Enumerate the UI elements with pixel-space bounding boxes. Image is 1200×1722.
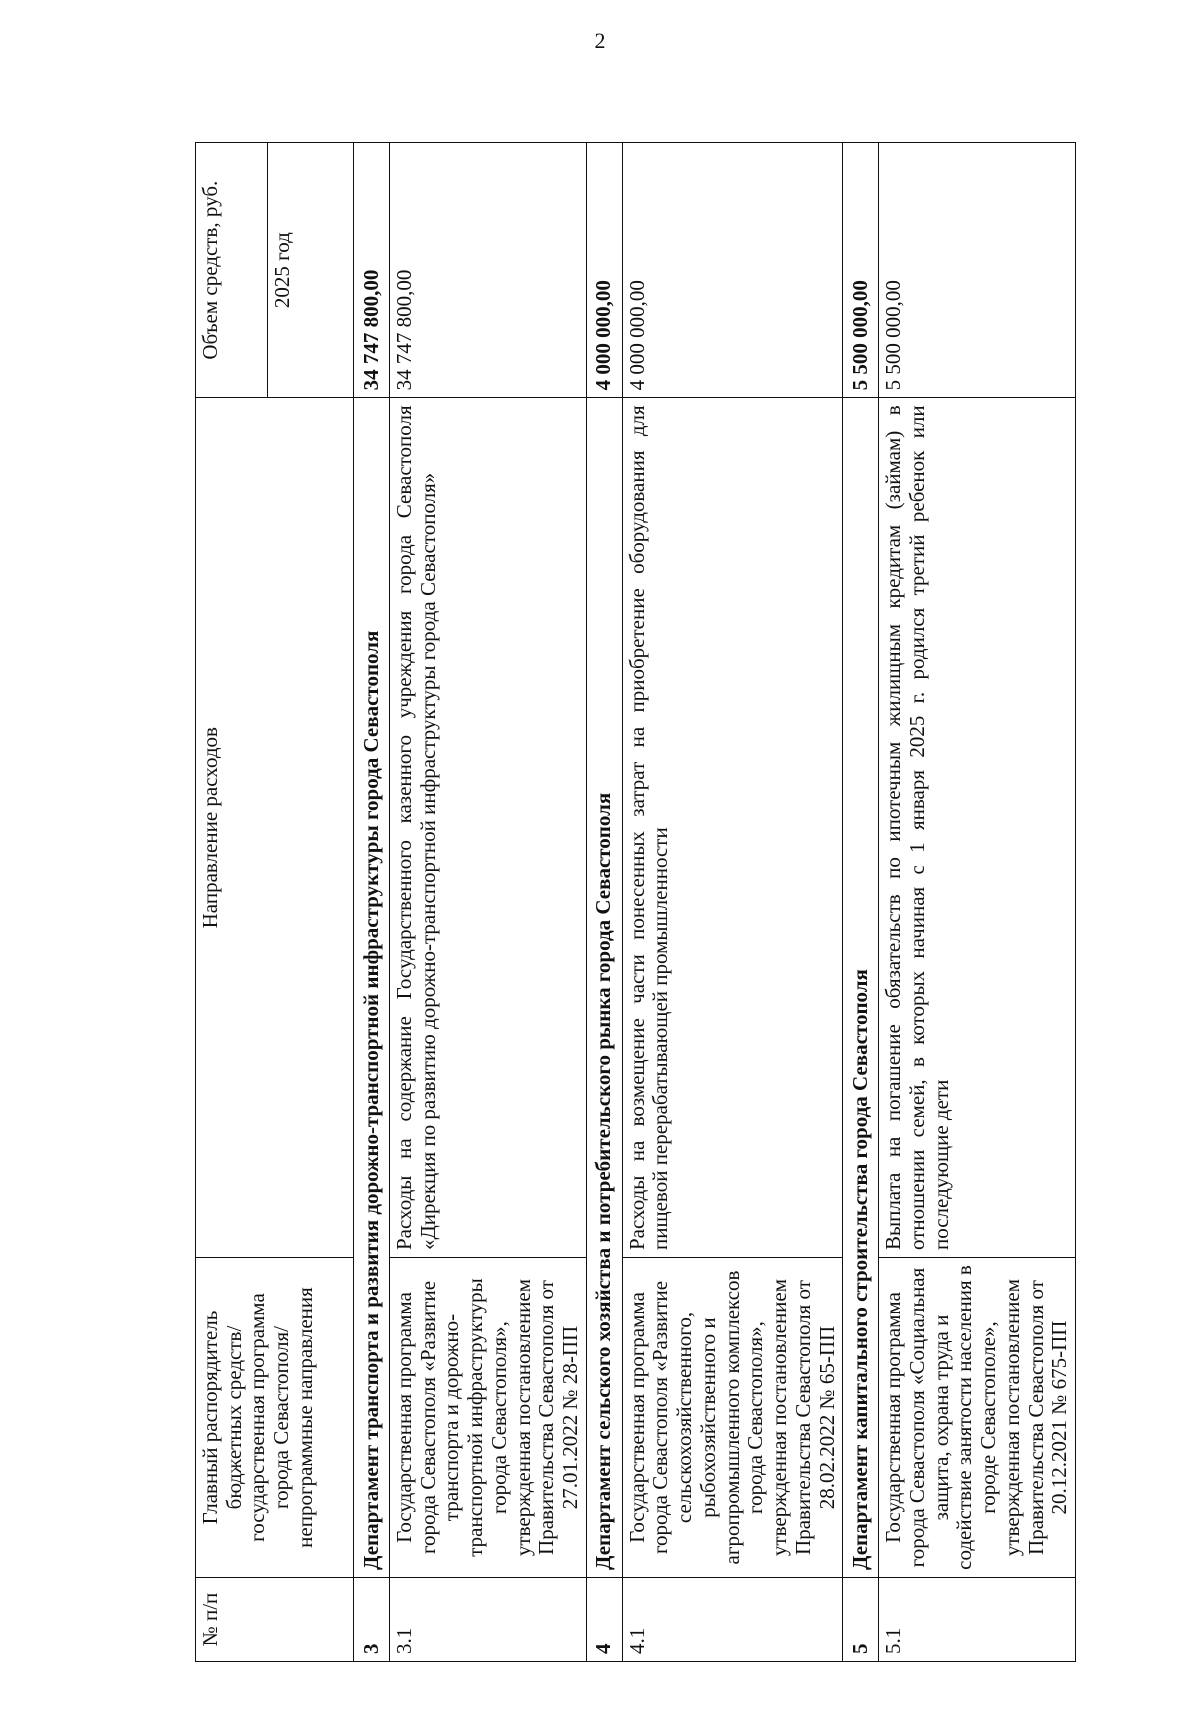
row-amount: 4 000 000,00: [622, 143, 842, 398]
row-number: 3.1: [390, 1577, 587, 1661]
table-row: [879, 143, 1076, 1662]
table-row: [586, 143, 622, 1662]
header-year: 2025 год: [268, 143, 354, 398]
row-number: 3: [354, 1577, 390, 1661]
expense-direction: Расходы на содержание Государственного казенного учреждения города Севастополя «Дирекция по развитию дорожно-транспортной инфраструктуры города Севастополя»: [390, 398, 587, 1258]
header-num: № п/п: [196, 1577, 354, 1661]
row-number: 4: [586, 1577, 622, 1661]
department-name: Департамент сельского хозяйства и потребительского рынка города Севастополя: [586, 398, 622, 1578]
header-direction: Направление расходов: [196, 398, 354, 1258]
row-amount: 4 000 000,00: [586, 143, 622, 398]
row-amount: 34 747 800,00: [354, 143, 390, 398]
row-amount: 5 500 000,00: [843, 143, 879, 398]
rotated-table-container: [195, 142, 1072, 1662]
header-manager: Главный распорядитель бюджетных средств/государственная программа города Севастополя/непрограммные направления: [196, 1258, 354, 1578]
program-name: Государственная программа города Севастополя «Развитие транспорта и дорожно-транспортной инфраструктуры города Севастополя», утвержденная постановлением Правительства Севастополя от 27.01.2022 № 28-ПП: [390, 1258, 587, 1578]
program-name: Государственная программа города Севастополя «Развитие сельскохозяйственного, рыбохозяйственного и агропромышленного комплексов города Севастополя», утвержденная постановлением Правительства Севастополя от 28.02.2022 № 65-ПП: [622, 1258, 842, 1578]
row-amount: 5 500 000,00: [879, 143, 1076, 398]
page-number: 2: [594, 28, 606, 53]
expense-direction: Расходы на возмещение части понесенных затрат на приобретение оборудования для пищевой перерабатывающей промышленности: [622, 398, 842, 1258]
department-name: Департамент транспорта и развития дорожно-транспортной инфраструктуры города Севастополя: [354, 398, 390, 1578]
budget-table: [195, 142, 1076, 1662]
row-number: 5.1: [879, 1577, 1076, 1661]
table-row: [354, 143, 390, 1662]
table-row: [622, 143, 842, 1662]
row-amount: 34 747 800,00: [390, 143, 587, 398]
program-name: Государственная программа города Севастополя «Социальная защита, охрана труда и содействие занятости населения в городе Севастополе», утвержденная постановлением Правительства Севастополя от 20.12.2021 № 675-ПП: [879, 1258, 1076, 1578]
header-volume: Объем средств, руб.: [196, 143, 268, 398]
department-name: Департамент капитального строительства города Севастополя: [843, 398, 879, 1578]
header-row: [196, 143, 268, 1662]
table-row: [390, 143, 587, 1662]
row-number: 5: [843, 1577, 879, 1661]
row-number: 4.1: [622, 1577, 842, 1661]
expense-direction: Выплата на погашение обязательств по ипотечным жилищным кредитам (займам) в отношении семей, в которых начиная с 1 января 2025 г. родился третий ребенок или последующие дети: [879, 398, 1076, 1258]
table-row: [843, 143, 879, 1662]
